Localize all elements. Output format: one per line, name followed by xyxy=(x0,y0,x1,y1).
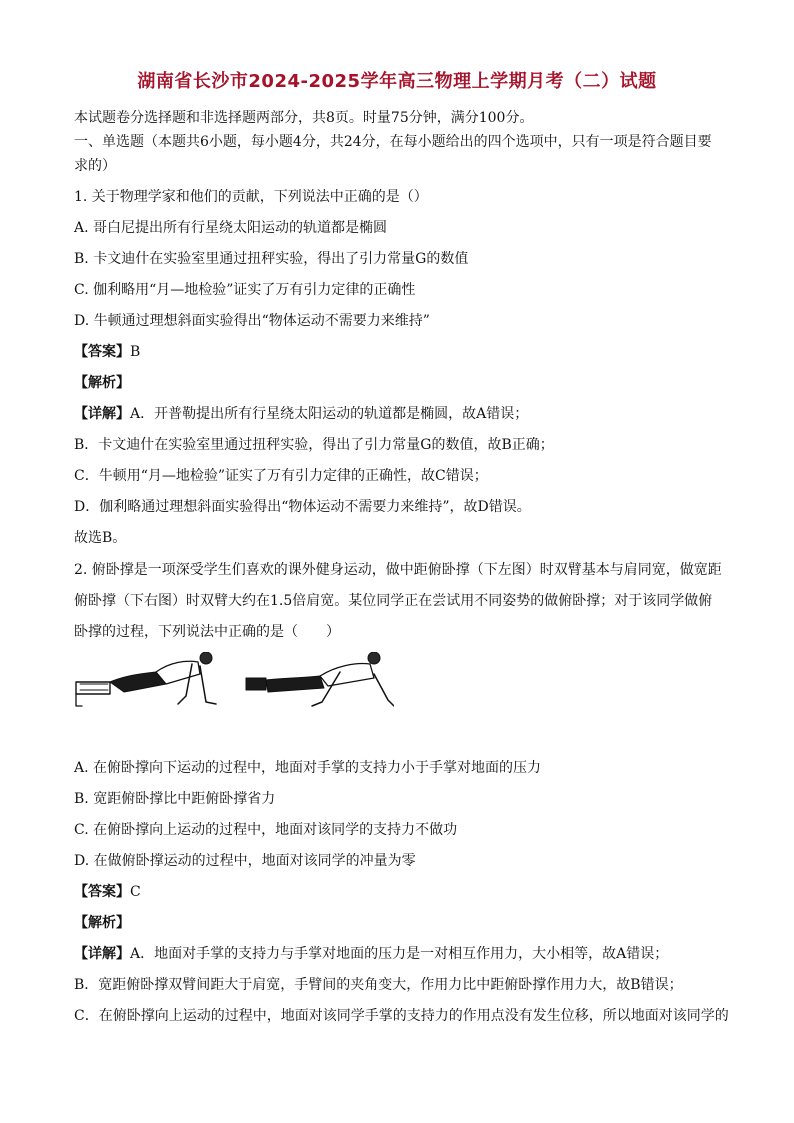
q2-detail-c: C．在俯卧撑向上运动的过程中，地面对该同学手掌的支持力的作用点没有发生位移，所以地面对该同学的 xyxy=(74,1008,729,1024)
q1-option-b: B. 卡文迪什在实验室里通过扭秤实验，得出了引力常量G的数值 xyxy=(74,251,469,267)
analysis-label: 【解析】 xyxy=(74,375,130,391)
pushup-illustration xyxy=(74,652,394,712)
q1-option-c: C. 伽利略用“月—地检验”证实了万有引力定律的正确性 xyxy=(74,282,416,298)
q2-detail-b: B．宽距俯卧撑双臂间距大于肩宽，手臂间的夹角变大，作用力比中距俯卧撑作用力大，故B错误； xyxy=(74,977,683,993)
q2-stem-line3: 卧撑的过程，下列说法中正确的是（ ） xyxy=(74,624,340,640)
q1-detail-c: C．牛顿用“月—地检验”证实了万有引力定律的正确性，故C错误； xyxy=(74,468,488,484)
q2-stem-line2: 俯卧撑（下右图）时双臂大约在1.5倍肩宽。某位同学正在尝试用不同姿势的做俯卧撑；对于该同学做俯 xyxy=(74,593,713,609)
detail-text: A．开普勒提出所有行星绕太阳运动的轨道都是椭圆，故A错误； xyxy=(130,406,529,422)
q1-stem: 1. 关于物理学家和他们的贡献，下列说法中正确的是（） xyxy=(74,189,428,205)
detail-label: 【详解】 xyxy=(74,406,130,422)
q2-option-a: A. 在俯卧撑向下运动的过程中，地面对手掌的支持力小于手掌对地面的压力 xyxy=(74,760,542,776)
q1-option-d: D. 牛顿通过理想斜面实验得出“物体运动不需要力来维持” xyxy=(74,313,430,329)
q1-detail-d: D．伽利略通过理想斜面实验得出“物体运动不需要力来维持”，故D错误。 xyxy=(74,499,531,515)
q1-detail-b: B．卡文迪什在实验室里通过扭秤实验，得出了引力常量G的数值，故B正确； xyxy=(74,437,554,453)
q2-option-c: C. 在俯卧撑向上运动的过程中，地面对该同学的支持力不做功 xyxy=(74,822,458,838)
q1-option-a: A. 哥白尼提出所有行星绕太阳运动的轨道都是椭圆 xyxy=(74,220,388,236)
analysis-label: 【解析】 xyxy=(74,915,130,931)
answer-value: C xyxy=(130,884,141,900)
section-heading-line2: 求的） xyxy=(74,158,116,174)
section-heading-line1: 一、单选题（本题共6小题，每小题4分，共24分，在每小题给出的四个选项中，只有一项是符合题目要 xyxy=(74,134,712,150)
q2-detail-a xyxy=(74,943,668,963)
q2-answer xyxy=(74,881,141,901)
answer-label: 【答案】 xyxy=(74,344,130,360)
answer-value: B xyxy=(130,344,141,360)
q2-analysis-label xyxy=(74,912,130,932)
document-title: 湖南省长沙市2024-2025学年高三物理上学期月考（二）试题 xyxy=(137,71,657,92)
q1-conclusion: 故选B。 xyxy=(74,530,127,546)
intro-text: 本试题卷分选择题和非选择题两部分，共8页。时量75分钟，满分100分。 xyxy=(74,110,534,126)
medium-pushup-figure xyxy=(76,652,216,706)
answer-label: 【答案】 xyxy=(74,884,130,900)
q2-option-d: D. 在做俯卧撑运动的过程中，地面对该同学的冲量为零 xyxy=(74,853,416,869)
q2-option-b: B. 宽距俯卧撑比中距俯卧撑省力 xyxy=(74,791,276,807)
detail-text: A．地面对手掌的支持力与手掌对地面的压力是一对相互作用力，大小相等，故A错误； xyxy=(130,946,669,962)
q1-detail-a xyxy=(74,403,528,423)
q2-stem-line1: 2. 俯卧撑是一项深受学生们喜欢的课外健身运动，做中距俯卧撑（下左图）时双臂基本与肩同宽，做宽距 xyxy=(74,562,722,578)
q1-answer xyxy=(74,341,140,361)
detail-label: 【详解】 xyxy=(74,946,130,962)
q1-analysis-label xyxy=(74,372,130,392)
wide-pushup-figure xyxy=(246,652,394,706)
